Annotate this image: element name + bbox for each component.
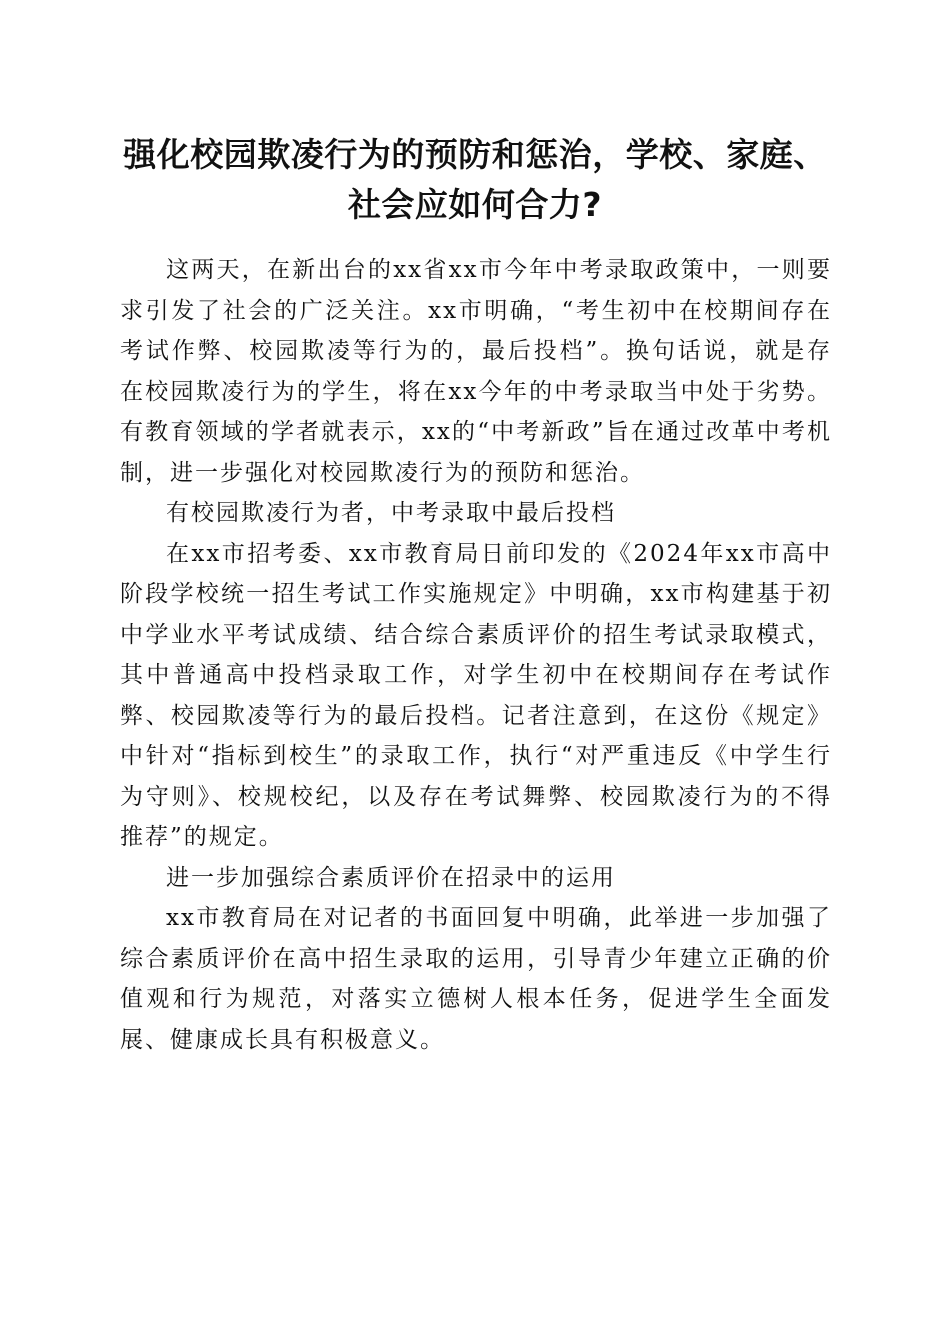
- document-title: [100, 130, 850, 230]
- paragraph-intro: 这两天，在新出台的xx省xx市今年中考录取政策中，一则要求引发了社会的广泛关注。xx市明确，“考生初中在校期间存在考试作弊、校园欺凌等行为的，最后投档”。换句话说，就是存在校园欺凌行为的学生，将在xx今年的中考录取当中处于劣势。有教育领域的学者就表示，xx的“中考新政”旨在通过改革中考机制，进一步强化对校园欺凌行为的预防和惩治。: [120, 257, 832, 486]
- title-line-2: 社会应如何合力?: [347, 185, 603, 224]
- paragraph-bureau-reply: xx市教育局在对记者的书面回复中明确，此举进一步加强了综合素质评价在高中招生录取的运用，引导青少年建立正确的价值观和行为规范，对落实立德树人根本任务，促进学生全面发展、健康成长具有积极意义。: [120, 905, 832, 1053]
- section-heading-last-filing: 有校园欺凌行为者，中考录取中最后投档: [166, 500, 616, 526]
- title-line-1: 强化校园欺凌行为的预防和惩治，学校、家庭、: [123, 135, 827, 174]
- paragraph-regulation: 在xx市招考委、xx市教育局日前印发的《2024年xx市高中阶段学校统一招生考试工作实施规定》中明确，xx市构建基于初中学业水平考试成绩、结合综合素质评价的招生考试录取模式，其中普通高中投档录取工作，对学生初中在校期间存在考试作弊、校园欺凌等行为的最后投档。记者注意到，在这份《规定》中针对“指标到校生”的录取工作，执行“对严重违反《中学生行为守则》、校规校纪，以及存在考试舞弊、校园欺凌行为的不得推荐”的规定。: [120, 540, 832, 850]
- document-body: [120, 250, 832, 1060]
- section-heading-evaluation: 进一步加强综合素质评价在招录中的运用: [166, 864, 616, 891]
